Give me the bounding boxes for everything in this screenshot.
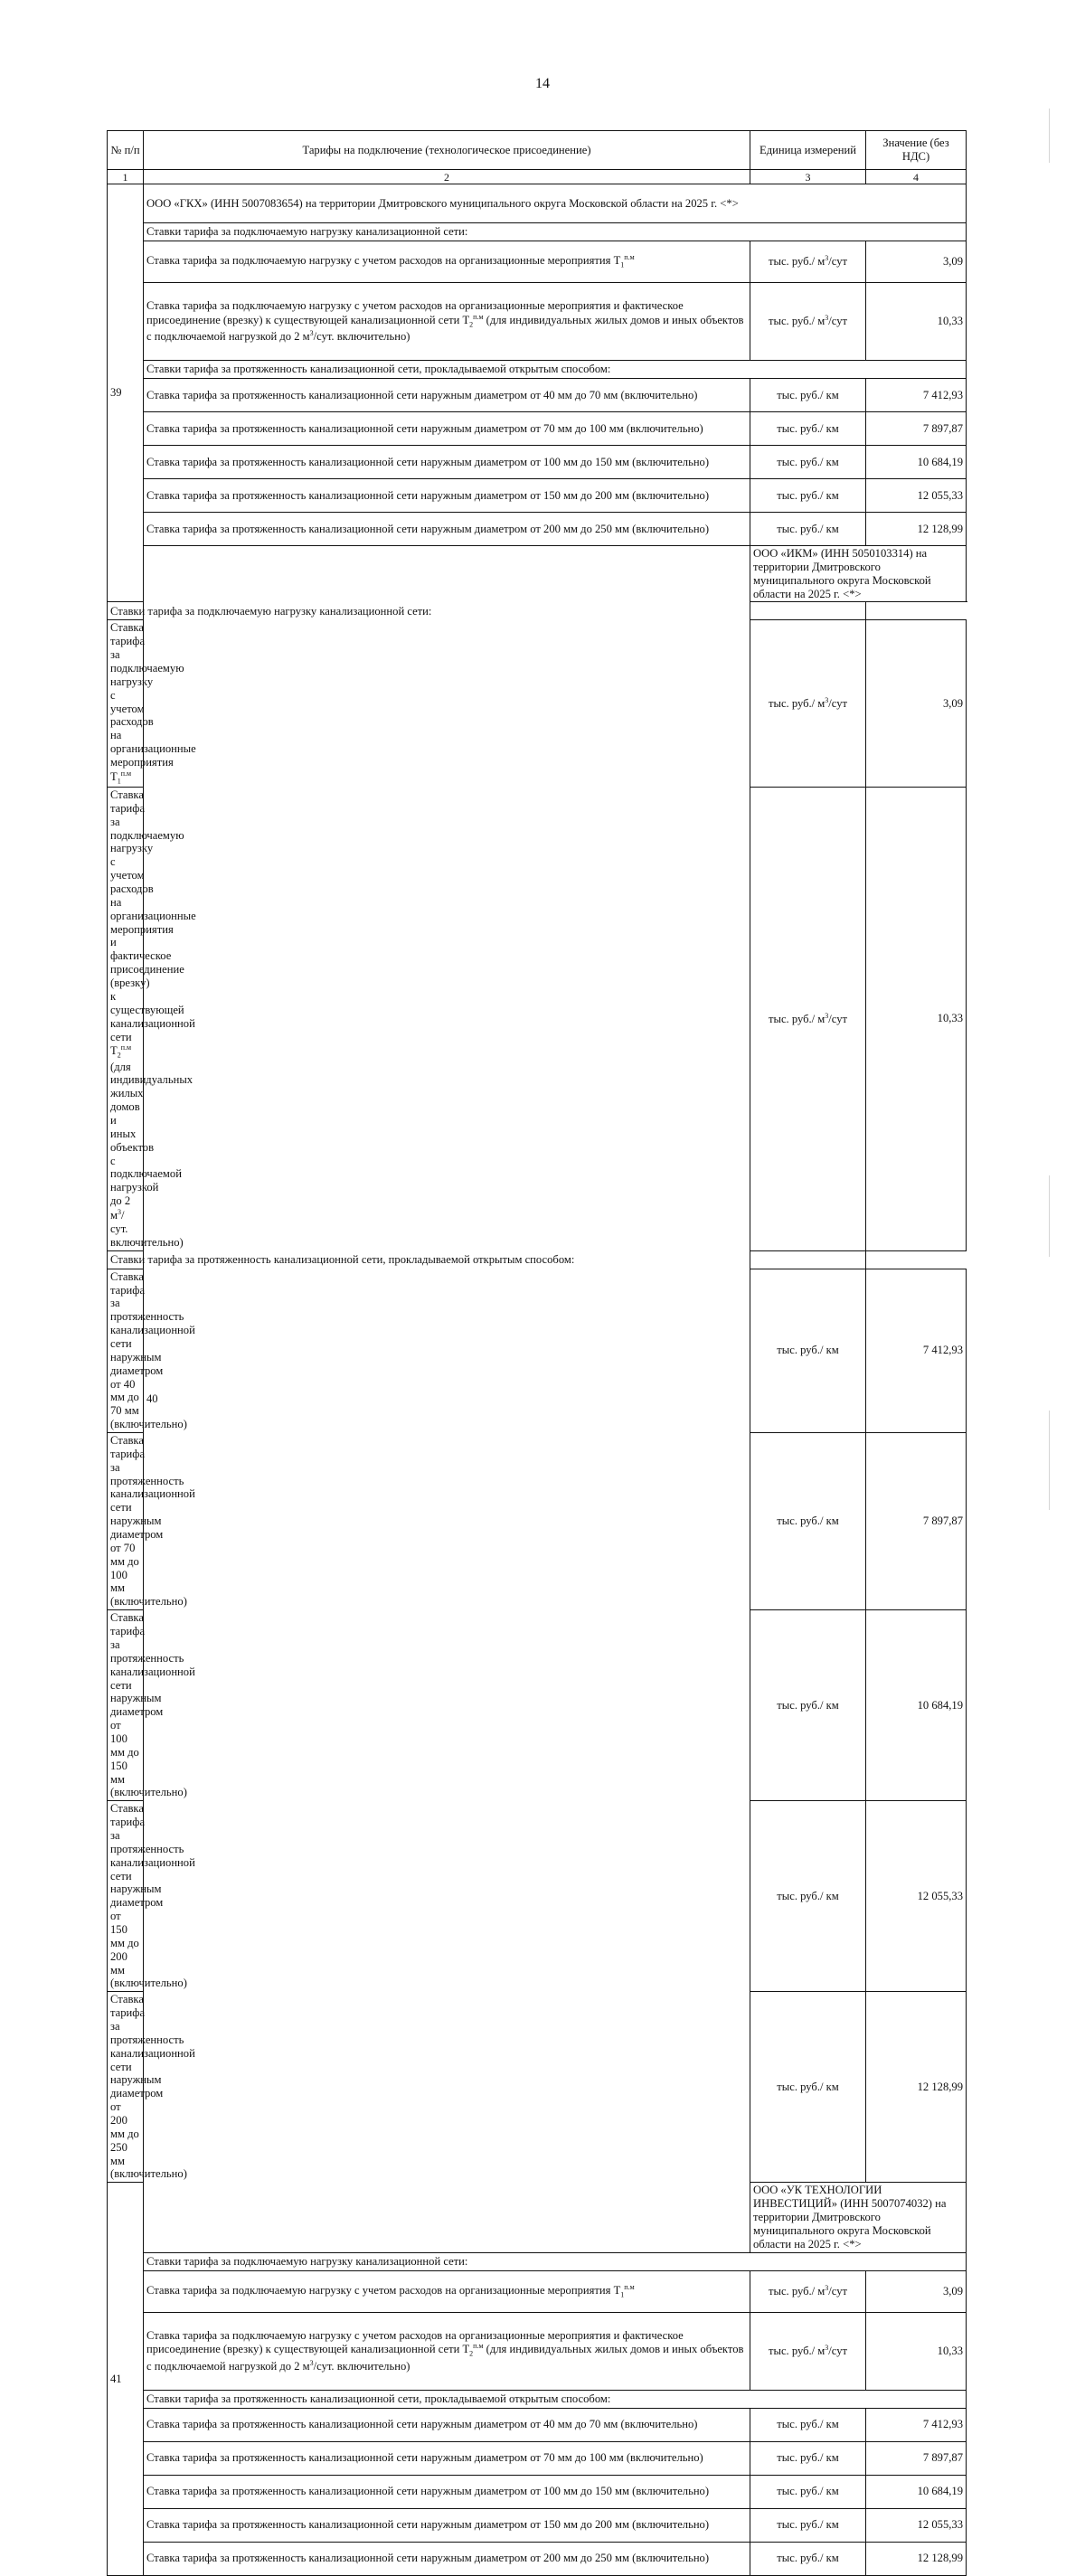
diameter-unit: тыс. руб./ км xyxy=(750,2475,866,2508)
org-row xyxy=(108,546,967,602)
diameter-row xyxy=(108,513,967,546)
diameter-unit: тыс. руб./ км xyxy=(750,1801,866,1992)
section-load-label: Ставки тарифа за подключаемую нагрузку канализационной сети: xyxy=(108,602,866,620)
section-header-row xyxy=(108,2252,967,2270)
diameter-label: Ставка тарифа за протяженность канализационной сети наружным диаметром от 40 мм до 70 мм (включительно) xyxy=(144,2408,750,2441)
tariff-t1-unit: тыс. руб./ $м^3$/сут xyxy=(750,241,866,283)
diameter-label: Ставка тарифа за протяженность канализационной сети наружным диаметром от 200 мм до 250 мм (включительно) xyxy=(108,1992,144,2183)
diameter-value: 12 128,99 xyxy=(866,1992,967,2183)
tariff-t1-label: Ставка тарифа за подключаемую нагрузку с учетом расходов на организационные мероприятия $T_1^{п.м}$ xyxy=(108,620,144,788)
column-index: 2 xyxy=(144,170,750,184)
tariff-table-body xyxy=(108,184,967,2576)
diameter-label: Ставка тарифа за протяженность канализационной сети наружным диаметром от 40 мм до 70 мм (включительно) xyxy=(108,1269,144,1432)
diameter-label: Ставка тарифа за протяженность канализационной сети наружным диаметром от 150 мм до 200 мм (включительно) xyxy=(108,1801,144,1992)
diameter-row xyxy=(108,2408,967,2441)
diameter-unit: тыс. руб./ км xyxy=(750,479,866,513)
diameter-unit: тыс. руб./ км xyxy=(750,1992,866,2183)
column-index: 4 xyxy=(866,170,967,184)
diameter-unit: тыс. руб./ км xyxy=(750,513,866,546)
diameter-label: Ставка тарифа за протяженность канализационной сети наружным диаметром от 70 мм до 100 мм (включительно) xyxy=(144,412,750,446)
diameter-unit: тыс. руб./ км xyxy=(750,2408,866,2441)
tariff-row-t1 xyxy=(108,241,967,283)
tariff-t2-value: 10,33 xyxy=(866,2312,967,2390)
section-load-label: Ставки тарифа за подключаемую нагрузку канализационной сети: xyxy=(144,2252,967,2270)
tariff-t2-unit: тыс. руб./ $м^3$/сут xyxy=(750,283,866,361)
diameter-label: Ставка тарифа за протяженность канализационной сети наружным диаметром от 100 мм до 150 мм (включительно) xyxy=(108,1610,144,1801)
tariff-t1-value: 3,09 xyxy=(866,620,967,788)
header-number: № п/п xyxy=(108,131,144,170)
diameter-value: 12 128,99 xyxy=(866,513,967,546)
section-length-label: Ставки тарифа за протяженность канализационной сети, прокладываемой открытым способом: xyxy=(108,1250,866,1269)
section-header-row xyxy=(108,223,967,241)
diameter-unit: тыс. руб./ км xyxy=(750,1433,866,1610)
section-header-row xyxy=(108,602,967,620)
tariff-t1-value: 3,09 xyxy=(866,241,967,283)
tariff-row-t1 xyxy=(108,2270,967,2312)
tariff-t2-label: Ставка тарифа за подключаемую нагрузку с учетом расходов на организационные мероприятия и фактическое присоединение (врезку) к существующей канализационной сети $T_2^{п.м}$ (для индивидуальных жилых домов и иных объектов с подключаемой нагрузкой до 2 $м^3$/сут. включительно) xyxy=(108,788,144,1251)
table-header-row xyxy=(108,131,967,170)
scan-edge-line xyxy=(1049,109,1050,163)
tariff-row-t2 xyxy=(108,2312,967,2390)
section-header-row xyxy=(108,1250,967,1269)
column-index: 1 xyxy=(108,170,144,184)
org-number: 40 xyxy=(144,546,750,2253)
org-title: ООО «ИКМ» (ИНН 5050103314) на территории Дмитровского муниципального округа Московской области на 2025 г. <*> xyxy=(750,546,967,602)
diameter-row xyxy=(108,379,967,412)
org-title: ООО «УК ТЕХНОЛОГИИ ИНВЕСТИЦИЙ» (ИНН 5007074032) на территории Дмитровского муниципального округа Московской области на 2025 г. <*> xyxy=(750,2183,967,2252)
diameter-unit: тыс. руб./ км xyxy=(750,2441,866,2475)
diameter-row xyxy=(108,479,967,513)
diameter-label: Ставка тарифа за протяженность канализационной сети наружным диаметром от 150 мм до 200 мм (включительно) xyxy=(144,2508,750,2542)
diameter-unit: тыс. руб./ км xyxy=(750,1610,866,1801)
diameter-unit: тыс. руб./ км xyxy=(750,379,866,412)
header-value: Значение (без НДС) xyxy=(866,131,967,170)
diameter-value: 7 897,87 xyxy=(866,2441,967,2475)
org-row xyxy=(108,184,967,223)
scan-edge-line xyxy=(1049,1411,1050,1510)
tariff-t2-value: 10,33 xyxy=(866,788,967,1251)
tariff-row-t2 xyxy=(108,283,967,361)
diameter-row xyxy=(108,446,967,479)
diameter-label: Ставка тарифа за протяженность канализационной сети наружным диаметром от 70 мм до 100 мм (включительно) xyxy=(144,2441,750,2475)
section-load-label: Ставки тарифа за подключаемую нагрузку канализационной сети: xyxy=(144,223,967,241)
tariff-t1-label: Ставка тарифа за подключаемую нагрузку с учетом расходов на организационные мероприятия $T_1^{п.м}$ xyxy=(144,241,750,283)
diameter-value: 7 412,93 xyxy=(866,2408,967,2441)
diameter-label: Ставка тарифа за протяженность канализационной сети наружным диаметром от 40 мм до 70 мм (включительно) xyxy=(144,379,750,412)
scan-edge-line xyxy=(1049,1175,1050,1257)
diameter-row xyxy=(108,2475,967,2508)
diameter-value: 7 897,87 xyxy=(866,412,967,446)
section-header-row xyxy=(108,2390,967,2408)
org-title: ООО «ГКХ» (ИНН 5007083654) на территории Дмитровского муниципального округа Московской области на 2025 г. <*> xyxy=(144,184,967,223)
org-number: 41 xyxy=(108,2183,144,2575)
diameter-row xyxy=(108,2508,967,2542)
diameter-row xyxy=(108,2441,967,2475)
section-length-label: Ставки тарифа за протяженность канализационной сети, прокладываемой открытым способом: xyxy=(144,361,967,379)
section-header-row xyxy=(108,361,967,379)
diameter-row xyxy=(108,412,967,446)
diameter-label: Ставка тарифа за протяженность канализационной сети наружным диаметром от 200 мм до 250 мм (включительно) xyxy=(144,2542,750,2575)
diameter-label: Ставка тарифа за протяженность канализационной сети наружным диаметром от 200 мм до 250 мм (включительно) xyxy=(144,513,750,546)
org-number: 39 xyxy=(108,184,144,602)
diameter-label: Ставка тарифа за протяженность канализационной сети наружным диаметром от 70 мм до 100 мм (включительно) xyxy=(108,1433,144,1610)
header-unit: Единица измерений xyxy=(750,131,866,170)
diameter-value: 12 055,33 xyxy=(866,479,967,513)
tariff-t1-value: 3,09 xyxy=(866,2270,967,2312)
diameter-row xyxy=(108,2542,967,2575)
diameter-unit: тыс. руб./ км xyxy=(750,412,866,446)
tariff-t2-unit: тыс. руб./ $м^3$/сут xyxy=(750,2312,866,2390)
diameter-unit: тыс. руб./ км xyxy=(750,1269,866,1432)
page-number: 14 xyxy=(535,76,550,91)
diameter-value: 10 684,19 xyxy=(866,1610,967,1801)
diameter-label: Ставка тарифа за протяженность канализационной сети наружным диаметром от 100 мм до 150 мм (включительно) xyxy=(144,446,750,479)
diameter-value: 7 897,87 xyxy=(866,1433,967,1610)
diameter-value: 10 684,19 xyxy=(866,2475,967,2508)
diameter-value: 12 055,33 xyxy=(866,1801,967,1992)
diameter-label: Ставка тарифа за протяженность канализационной сети наружным диаметром от 150 мм до 200 мм (включительно) xyxy=(144,479,750,513)
tariff-t1-label: Ставка тарифа за подключаемую нагрузку с учетом расходов на организационные мероприятия $T_1^{п.м}$ xyxy=(144,2270,750,2312)
tariff-t1-unit: тыс. руб./ $м^3$/сут xyxy=(750,620,866,788)
header-tariff-name: Тарифы на подключение (технологическое присоединение) xyxy=(144,131,750,170)
tariff-table xyxy=(107,130,967,2576)
diameter-unit: тыс. руб./ км xyxy=(750,2508,866,2542)
diameter-value: 10 684,19 xyxy=(866,446,967,479)
tariff-t2-label: Ставка тарифа за подключаемую нагрузку с учетом расходов на организационные мероприятия и фактическое присоединение (врезку) к существующей канализационной сети $T_2^{п.м}$ (для индивидуальных жилых домов и иных объектов с подключаемой нагрузкой до 2 $м^3$/сут. включительно) xyxy=(144,283,750,361)
tariff-t2-label: Ставка тарифа за подключаемую нагрузку с учетом расходов на организационные мероприятия и фактическое присоединение (врезку) к существующей канализационной сети $T_2^{п.м}$ (для индивидуальных жилых домов и иных объектов с подключаемой нагрузкой до 2 $м^3$/сут. включительно) xyxy=(144,2312,750,2390)
diameter-value: 7 412,93 xyxy=(866,379,967,412)
tariff-t1-unit: тыс. руб./ $м^3$/сут xyxy=(750,2270,866,2312)
diameter-unit: тыс. руб./ км xyxy=(750,446,866,479)
section-length-label: Ставки тарифа за протяженность канализационной сети, прокладываемой открытым способом: xyxy=(144,2390,967,2408)
column-index: 3 xyxy=(750,170,866,184)
column-index-row xyxy=(108,170,967,184)
tariff-t2-value: 10,33 xyxy=(866,283,967,361)
diameter-value: 12 055,33 xyxy=(866,2508,967,2542)
diameter-value: 7 412,93 xyxy=(866,1269,967,1432)
diameter-label: Ставка тарифа за протяженность канализационной сети наружным диаметром от 100 мм до 150 мм (включительно) xyxy=(144,2475,750,2508)
tariff-t2-unit: тыс. руб./ $м^3$/сут xyxy=(750,788,866,1251)
diameter-value: 12 128,99 xyxy=(866,2542,967,2575)
diameter-unit: тыс. руб./ км xyxy=(750,2542,866,2575)
